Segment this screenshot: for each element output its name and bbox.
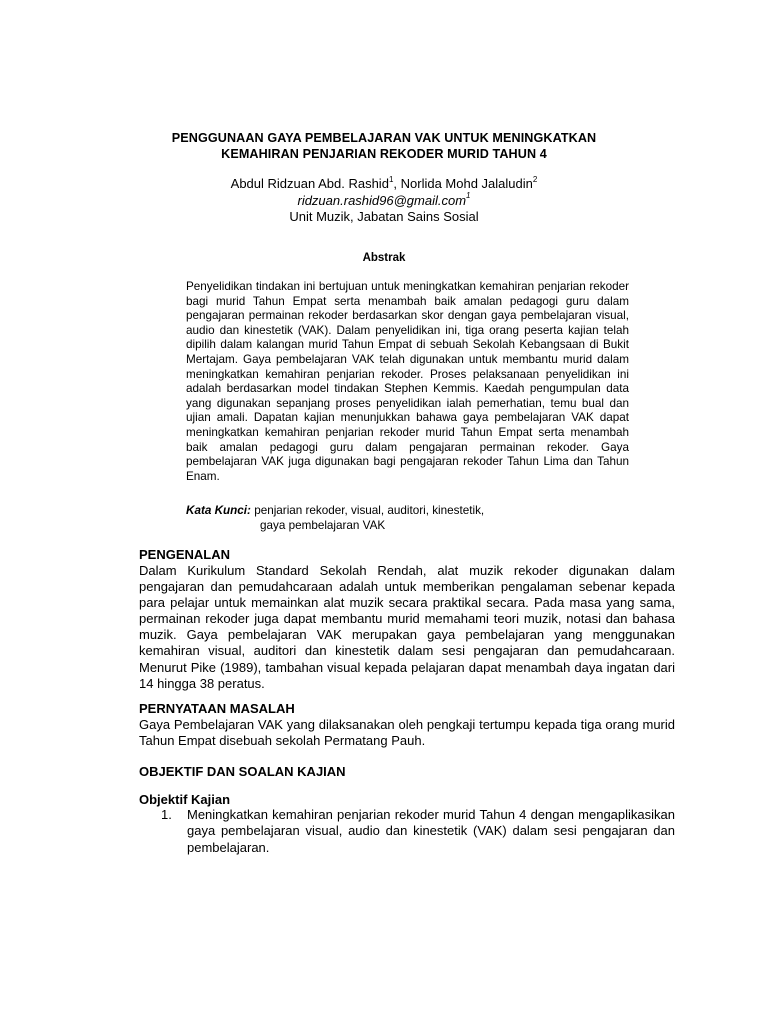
author-affiliation: Unit Muzik, Jabatan Sains Sosial (289, 209, 479, 224)
list-item-text: Meningkatkan kemahiran penjarian rekoder murid Tahun 4 dengan mengaplikasikan gaya pembelajaran visual, audio dan kinestetik (VAK) dalam sesi pengajaran dan pembelajaran. (187, 807, 675, 855)
author-2-affiliation-mark: 2 (532, 174, 538, 184)
author-1-affiliation-mark: 1 (388, 174, 394, 184)
section-body-problem-statement: Gaya Pembelajaran VAK yang dilaksanakan oleh pengkaji tertumpu kepada tiga orang murid Tahun Empat disebuah sekolah Permatang Pauh. (139, 717, 675, 749)
abstract-body: Penyelidikan tindakan ini bertujuan untuk meningkatkan kemahiran penjarian rekoder bagi murid Tahun Empat serta menambah baik amalan pedagogi guru dalam pengajaran permainan rekoder berdasarkan skor dengan gaya pembelajaran visual, audio dan kinestetik (VAK). Dalam penyelidikan ini, tiga orang peserta kajian telah dipilih dalam kalangan murid Tahun Empat di sebuah Sekolah Kebangsaan di Bukit Mertajam. Gaya pembelajaran VAK telah digunakan untuk membantu murid dalam meningkatkan kemahiran penjarian rekoder. Proses pelaksanaan penyelidikan ini adalah berdasarkan model tindakan Stephen Kemmis. Kaedah pengumpulan data yang digunakan sepanjang proses penyelidikan ialah pemerhatian, temu bual dan ujian amali. Dapatan kajian menunjukkan bahawa gaya pembelajaran VAK dapat meningkatkan kemahiran penjarian rekoder murid Tahun Empat serta menambah baik amalan pedagogi guru dalam pengajaran permainan rekoder. Gaya pembelajaran VAK juga digunakan bagi pengajaran rekoder Tahun Lima dan Tahun Enam. (186, 280, 629, 483)
paper-title-line-1: PENGGUNAAN GAYA PEMBELAJARAN VAK UNTUK MENINGKATKAN (171, 131, 597, 145)
keywords-label: Kata Kunci: (186, 504, 251, 517)
subsection-heading-objectives: Objektif Kajian (139, 792, 231, 807)
objective-list (139, 807, 675, 856)
keywords-line-2: gaya pembelajaran VAK (260, 519, 386, 532)
author-email (100, 193, 668, 210)
list-item (139, 807, 675, 856)
section-heading-problem-statement: PERNYATAAN MASALAH (139, 701, 295, 716)
author-separator: , (393, 176, 401, 191)
author-email-text: ridzuan.rashid96@gmail.com (297, 192, 467, 208)
keywords-block (186, 503, 629, 533)
author-block (100, 176, 668, 226)
section-body-introduction: Dalam Kurikulum Standard Sekolah Rendah, alat muzik rekoder digunakan dalam pengajaran dan pemudahcaraan adalah untuk memberikan pengalaman sebenar kepada para pelajar untuk memainkan alat muzik secara praktikal secara. Pada masa yang sama, permainan rekoder juga dapat membantu murid memahami teori muzik, notasi dan bahasa muzik. Gaya pembelajaran VAK merupakan gaya pembelajaran yang menggunakan kemahiran visual, auditori dan kinestetik dalam sesi pengajaran dan pemudahcaraan. Menurut Pike (1989), tambahan visual kepada pelajaran dapat menambah daya ingatan dari 14 hingga 38 peratus. (139, 563, 675, 691)
author-2-name: Norlida Mohd Jalaludin (400, 176, 533, 191)
section-heading-introduction: PENGENALAN (139, 547, 231, 562)
section-heading-objectives: OBJEKTIF DAN SOALAN KAJIAN (139, 764, 346, 779)
paper-title (100, 130, 668, 162)
abstract-heading: Abstrak (362, 252, 406, 264)
author-email-mark: 1 (466, 191, 471, 201)
list-item-number: 1. (161, 807, 172, 822)
author-1-name: Abdul Ridzuan Abd. Rashid (230, 176, 389, 191)
paper-title-line-2: KEMAHIRAN PENJARIAN REKODER MURID TAHUN 4 (221, 147, 547, 161)
keywords-line-1: penjarian rekoder, visual, auditori, kinestetik, (254, 504, 485, 517)
